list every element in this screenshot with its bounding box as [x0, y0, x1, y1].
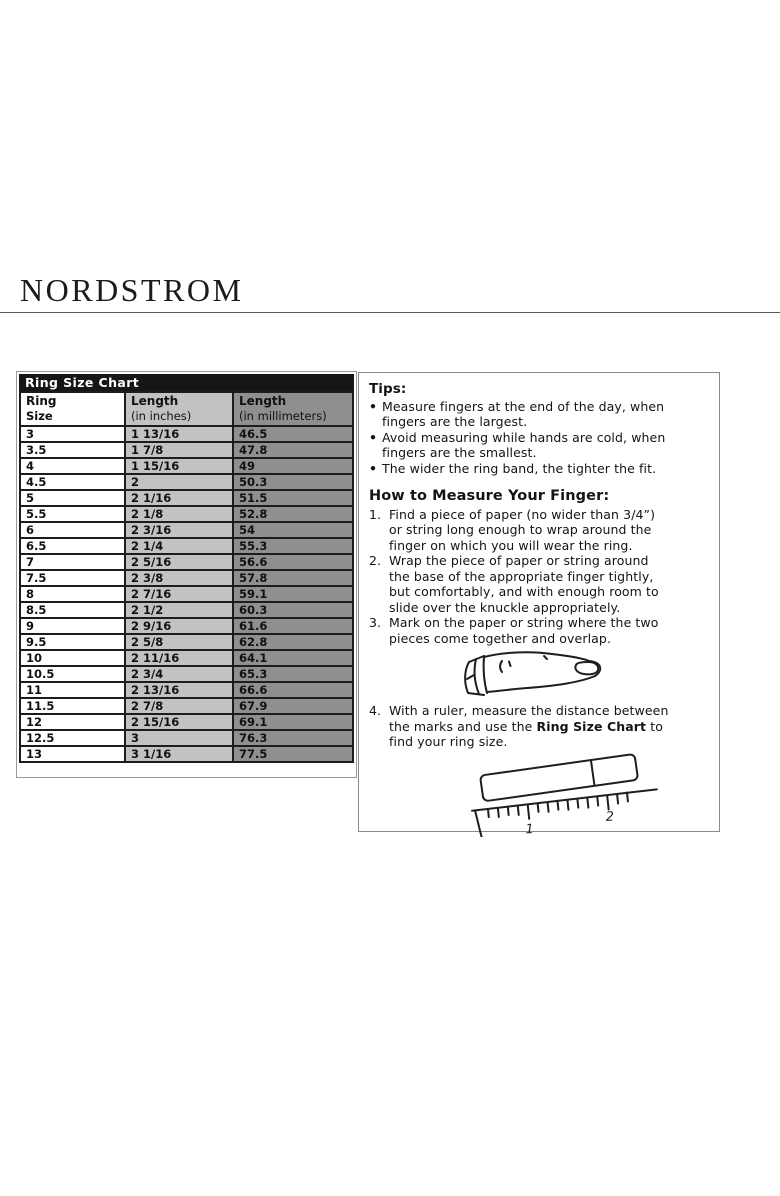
length-mm-cell: 51.5 [233, 490, 353, 506]
table-row [20, 426, 353, 442]
ring-size-cell: 12.5 [20, 730, 125, 746]
ring-size-cell: 12 [20, 714, 125, 730]
ring-size-cell: 7.5 [20, 570, 125, 586]
ruler-number-two: 2 [605, 809, 615, 825]
finger-illustration [457, 649, 713, 701]
length-mm-cell: 50.3 [233, 474, 353, 490]
col-header-line2: (in millimeters) [239, 409, 327, 423]
length-mm-cell: 65.3 [233, 666, 353, 682]
step4-text-before: With a ruler, measure the distance between the marks and use the [389, 703, 669, 734]
length-mm-cell: 76.3 [233, 730, 353, 746]
ruler-number-one: 1 [525, 821, 535, 837]
length-inches-cell: 3 1/16 [125, 746, 233, 762]
length-mm-cell: 77.5 [233, 746, 353, 762]
step4-text-bold: Ring Size Chart [536, 718, 647, 734]
table-row [20, 474, 353, 490]
table-row [20, 634, 353, 650]
length-mm-cell: 46.5 [233, 426, 353, 442]
table-row [20, 730, 353, 746]
header-divider [0, 312, 780, 313]
ring-size-cell: 5 [20, 490, 125, 506]
length-inches-cell: 2 3/8 [125, 570, 233, 586]
length-mm-cell: 47.8 [233, 442, 353, 458]
length-mm-cell: 67.9 [233, 698, 353, 714]
length-inches-cell: 2 1/8 [125, 506, 233, 522]
step-number: 2. [369, 553, 382, 568]
ring-size-chart-panel [16, 371, 357, 778]
ring-size-cell: 9 [20, 618, 125, 634]
length-inches-cell: 2 3/16 [125, 522, 233, 538]
ring-size-table-body [20, 426, 353, 762]
ring-size-cell: 4.5 [20, 474, 125, 490]
ring-size-cell: 11.5 [20, 698, 125, 714]
length-inches-cell: 2 7/16 [125, 586, 233, 602]
tips-heading: Tips: [369, 381, 407, 397]
ruler-measuring-icon [465, 751, 665, 837]
length-inches-cell: 2 1/16 [125, 490, 233, 506]
length-inches-cell: 2 5/16 [125, 554, 233, 570]
length-mm-cell: 55.3 [233, 538, 353, 554]
length-mm-cell: 59.1 [233, 586, 353, 602]
col-header-line2: Size [26, 409, 53, 423]
col-header-length-inches [125, 392, 233, 426]
ring-size-cell: 6 [20, 522, 125, 538]
howto-step [369, 507, 713, 554]
length-inches-cell: 2 15/16 [125, 714, 233, 730]
ring-size-cell: 8 [20, 586, 125, 602]
table-row [20, 666, 353, 682]
col-header-line2: (in inches) [131, 409, 192, 423]
tip-item [369, 461, 713, 477]
length-mm-cell: 57.8 [233, 570, 353, 586]
tip-text: Avoid measuring while hands are cold, when fingers are the smallest. [382, 429, 666, 460]
tip-text: The wider the ring band, the tighter the fit. [382, 460, 657, 476]
bullet-icon: • [369, 429, 378, 445]
col-header-line1: Length [131, 394, 179, 408]
step-text: Wrap the piece of paper or string around the base of the appropriate finger tightly, but comfortably, and with enough room to slide over the knuckle appropriately. [389, 553, 659, 615]
table-row [20, 618, 353, 634]
table-row [20, 554, 353, 570]
col-header-line1: Length [239, 394, 287, 408]
length-inches-cell: 2 [125, 474, 233, 490]
col-header-line1: Ring [26, 394, 57, 408]
length-inches-cell: 2 11/16 [125, 650, 233, 666]
length-mm-cell: 49 [233, 458, 353, 474]
table-row [20, 682, 353, 698]
ring-size-cell: 13 [20, 746, 125, 762]
length-inches-cell: 2 5/8 [125, 634, 233, 650]
table-row [20, 714, 353, 730]
length-mm-cell: 60.3 [233, 602, 353, 618]
step-number: 4. [369, 703, 382, 718]
length-inches-cell: 2 3/4 [125, 666, 233, 682]
length-inches-cell: 2 9/16 [125, 618, 233, 634]
ring-size-cell: 5.5 [20, 506, 125, 522]
table-row [20, 538, 353, 554]
tip-item [369, 430, 713, 461]
table-row [20, 522, 353, 538]
table-row [20, 506, 353, 522]
finger-with-paper-strip-icon [457, 649, 607, 701]
ring-size-cell: 4 [20, 458, 125, 474]
ring-size-cell: 6.5 [20, 538, 125, 554]
ring-size-cell: 11 [20, 682, 125, 698]
step-number: 1. [369, 506, 382, 522]
length-mm-cell: 61.6 [233, 618, 353, 634]
bullet-icon: • [369, 460, 378, 476]
table-row [20, 746, 353, 762]
length-inches-cell: 1 7/8 [125, 442, 233, 458]
length-inches-cell: 2 7/8 [125, 698, 233, 714]
howto-steps [369, 507, 713, 647]
howto-step [369, 553, 713, 615]
length-inches-cell: 2 1/2 [125, 602, 233, 618]
length-inches-cell: 3 [125, 730, 233, 746]
step-text [389, 703, 668, 750]
tips-list [369, 399, 713, 477]
length-mm-cell: 52.8 [233, 506, 353, 522]
length-mm-cell: 66.6 [233, 682, 353, 698]
ring-size-cell: 8.5 [20, 602, 125, 618]
tips-panel [358, 372, 720, 837]
table-row [20, 458, 353, 474]
bullet-icon: • [369, 398, 378, 414]
ring-size-cell: 10.5 [20, 666, 125, 682]
length-mm-cell: 69.1 [233, 714, 353, 730]
length-inches-cell: 1 13/16 [125, 426, 233, 442]
table-row [20, 586, 353, 602]
table-row [20, 490, 353, 506]
ring-size-cell: 7 [20, 554, 125, 570]
length-inches-cell: 2 13/16 [125, 682, 233, 698]
step-number: 3. [369, 615, 382, 630]
howto-heading: How to Measure Your Finger: [369, 488, 610, 504]
ring-size-cell: 3.5 [20, 442, 125, 458]
ring-size-table [19, 391, 354, 763]
length-mm-cell: 56.6 [233, 554, 353, 570]
step4-text-after: to find your ring size. [389, 718, 663, 749]
col-header-ring-size [20, 392, 125, 426]
table-header-row [20, 392, 353, 426]
howto-step [369, 615, 713, 646]
table-row [20, 442, 353, 458]
ruler-illustration [465, 751, 713, 837]
length-mm-cell: 54 [233, 522, 353, 538]
nordstrom-logo: NORDSTROM [20, 272, 244, 308]
ring-size-cell: 3 [20, 426, 125, 442]
step-text: Find a piece of paper (no wider than 3/4”) or string long enough to wrap around the finger on which you will wear the ring. [389, 506, 656, 553]
tip-text: Measure fingers at the end of the day, when fingers are the largest. [382, 398, 665, 429]
length-mm-cell: 62.8 [233, 634, 353, 650]
chart-title: Ring Size Chart [19, 374, 354, 391]
ring-size-cell: 10 [20, 650, 125, 666]
howto-step-4 [369, 703, 713, 750]
col-header-length-mm [233, 392, 353, 426]
length-inches-cell: 1 15/16 [125, 458, 233, 474]
length-mm-cell: 64.1 [233, 650, 353, 666]
tip-item [369, 399, 713, 430]
table-row [20, 602, 353, 618]
ring-size-cell: 9.5 [20, 634, 125, 650]
table-row [20, 698, 353, 714]
step-text: Mark on the paper or string where the two pieces come together and overlap. [389, 615, 659, 646]
table-row [20, 650, 353, 666]
table-row [20, 570, 353, 586]
length-inches-cell: 2 1/4 [125, 538, 233, 554]
